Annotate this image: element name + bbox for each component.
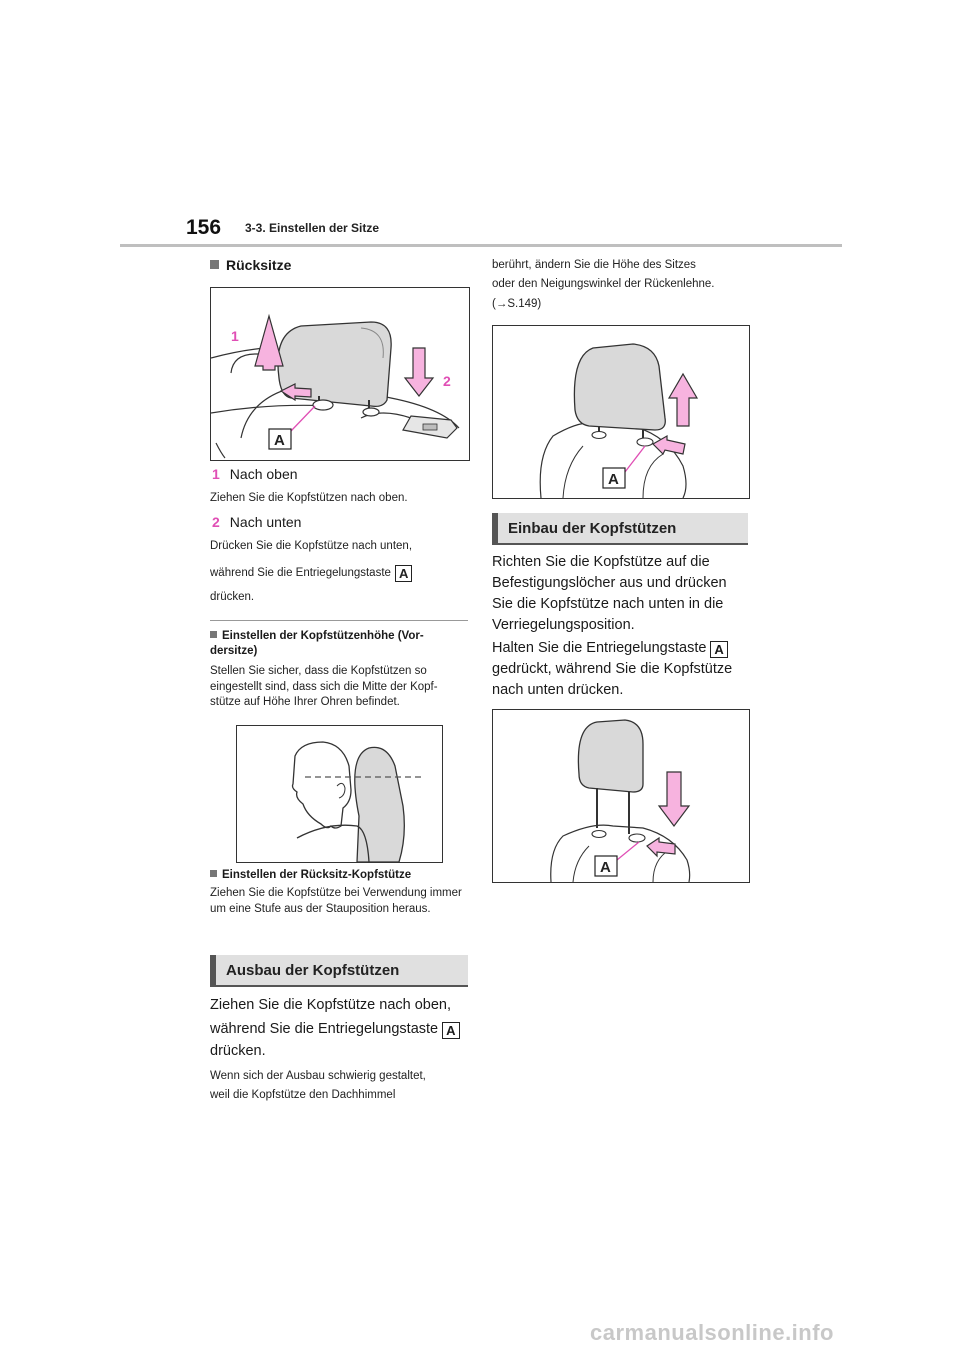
installation-paragraph-2: Halten Sie die Entriegelungstaste A gedrückt, während Sie die Kopfstütze nach unten drücken. [492,640,733,699]
figure-removal [492,325,750,499]
bullet-square-icon [210,260,219,269]
section-removal: Ausbau der Kopfstützen [210,955,468,987]
section-installation: Einbau der Kopfstützen [492,513,748,545]
head-height-illustration [237,726,442,862]
step-2-text-2: während Sie die Entriegelungstaste A [210,564,412,582]
arrow-up-icon [669,374,697,426]
bullet-square-icon [210,870,217,877]
figure-label-1: 1 [231,328,239,344]
chapter-title: 3-3. Einstellen der Sitze [245,221,380,235]
figure-installation [492,709,750,883]
step-label: Nach oben [229,466,298,482]
rear-headrest-illustration [211,288,469,460]
figure-label-a: A [600,859,611,876]
removal-line-3: drücken. [210,1043,266,1059]
arrow-up-icon [255,316,283,370]
step-1-text: Ziehen Sie die Kopfstützen nach oben. [210,492,408,504]
header-divider [120,244,842,247]
divider [210,620,468,621]
step-2-text-1: Drücken Sie die Kopfstütze nach unten, [210,540,413,552]
step-1 [212,466,298,482]
removal-note-1: Wenn sich der Ausbau schwierig gestaltet, [210,1070,426,1082]
removal-line-1: Ziehen Sie die Kopfstütze nach oben, [210,997,452,1013]
removal-note-4: oder den Neigungswinkel der Rückenlehne. [492,278,715,290]
step-number: 2 [212,514,220,530]
step-2-text-3: drücken. [210,591,255,603]
step-label: Nach unten [229,514,302,530]
figure-rear-headrest [210,287,470,461]
removal-note-2: weil die Kopfstütze den Dachhimmel [210,1089,396,1101]
removal-illustration [493,326,749,498]
rear-seats-heading: Rücksitze [210,257,291,273]
figure-label-a: A [608,471,619,488]
figure-label-a: A [274,432,285,449]
rear-adjust-text: Ziehen Sie die Kopfstütze bei Verwendung immer um eine Stufe aus der Stauposition heraus. [210,887,462,915]
installation-illustration [493,710,749,882]
release-button-badge: A [710,641,727,658]
watermark: carmanualsonline.info [590,1320,834,1345]
arrow-down-icon [659,772,689,826]
arrow-down-icon [405,348,433,396]
page-reference-link[interactable]: (→S.149) [492,298,542,310]
release-button-badge: A [395,565,412,582]
bullet-square-icon [210,631,217,638]
page-number: 156 [186,216,222,239]
step-2 [212,514,301,530]
removal-note-3: berührt, ändern Sie die Höhe des Sitzes [492,259,696,271]
removal-line-2: während Sie die Entriegelungstaste A [210,1019,460,1040]
step-number: 1 [212,466,220,482]
front-height-heading: Einstellen der Kopfstützenhöhe (Vor-dersitze) [210,630,424,657]
front-height-text: Stellen Sie sicher, dass die Kopfstützen so eingestellt sind, dass sich die Mitte der Kopf-stütze auf Höhe Ihrer Ohren befindet. [210,665,438,709]
installation-paragraph-1: Richten Sie die Kopfstütze auf die Befestigungslöcher aus und drücken Sie die Kopfstütze nach unten in die Verriegelungsposition. [492,554,727,634]
rear-adjust-heading: Einstellen der Rücksitz-Kopfstütze [210,868,466,883]
release-button-badge: A [442,1022,459,1039]
figure-label-2: 2 [443,373,451,389]
figure-head-height [236,725,443,863]
press-arrow-icon [653,436,685,454]
